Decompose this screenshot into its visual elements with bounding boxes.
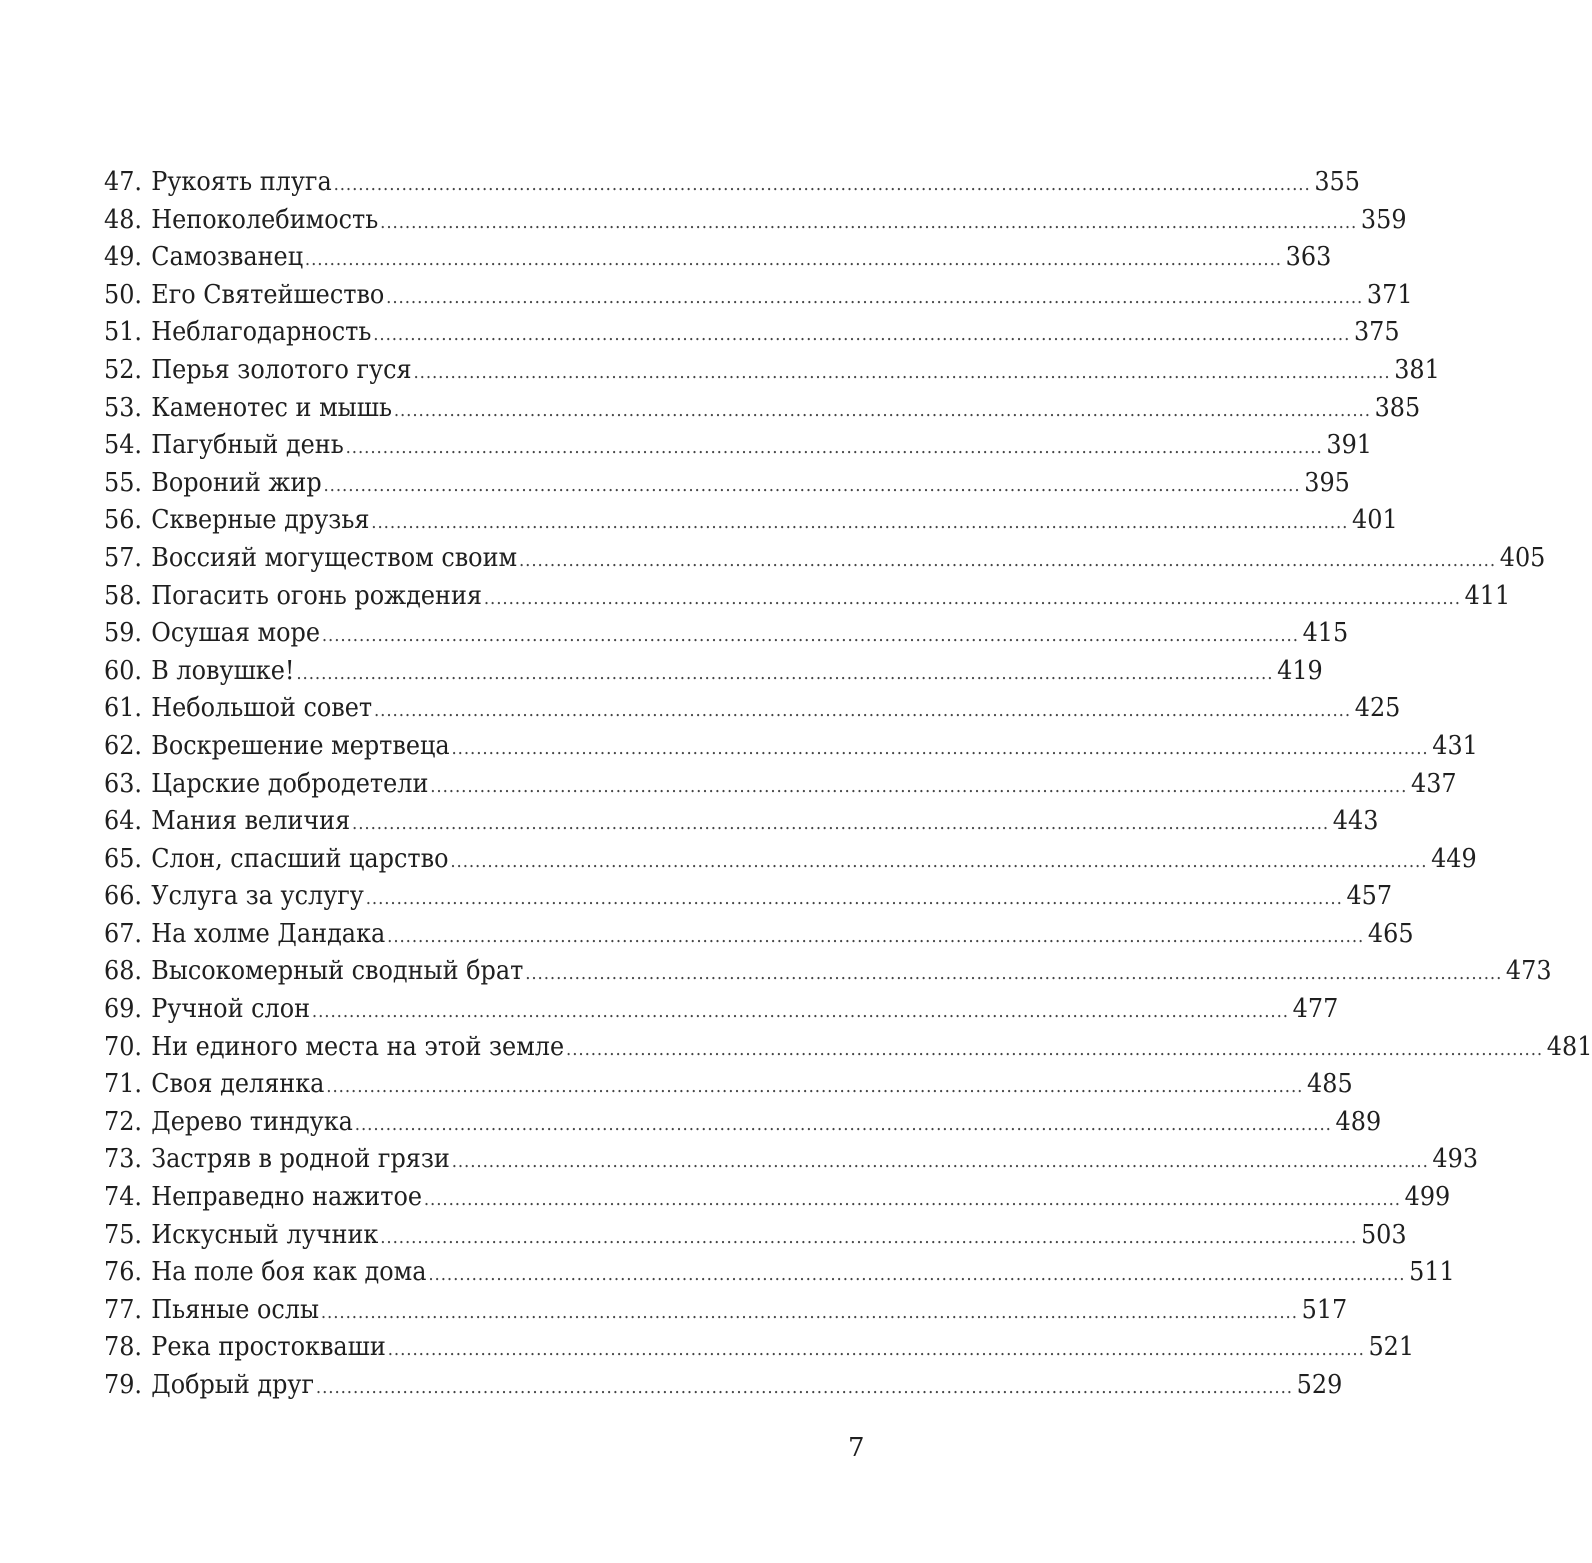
toc-entry-number: 74.: [104, 1182, 143, 1213]
toc-entry-page: 465: [1367, 918, 1414, 949]
toc-entry-title: Самозванец: [151, 242, 304, 273]
toc-dot-leader: ..............................................................................................................................................................: [518, 549, 1497, 571]
toc-dot-leader: ..............................................................................................................................................................: [525, 963, 1503, 985]
toc-entry-number: 72.: [104, 1106, 143, 1137]
toc-entry-page: 415: [1302, 618, 1349, 649]
toc-entry-number: 67.: [104, 918, 143, 949]
toc-entry-number: 78.: [104, 1332, 143, 1363]
table-of-contents: [104, 164, 1592, 1405]
toc-entry: [104, 803, 1379, 841]
toc-entry-title: На холме Дандака: [151, 918, 386, 949]
toc-entry-title: Погасить огонь рождения: [151, 580, 482, 611]
toc-entry-page: 521: [1368, 1332, 1415, 1363]
toc-dot-leader: ..............................................................................................................................................................: [321, 625, 1299, 647]
toc-entry-page: 503: [1360, 1219, 1407, 1250]
toc-entry-page: 355: [1314, 167, 1360, 197]
toc-entry-number: 63.: [104, 768, 143, 799]
toc-entry: [104, 277, 1413, 315]
toc-entry-page: 449: [1431, 843, 1477, 874]
toc-entry-number: 47.: [104, 167, 143, 197]
toc-entry-page: 431: [1432, 730, 1478, 761]
toc-entry: [104, 1104, 1382, 1142]
toc-entry: [104, 1217, 1407, 1255]
toc-entry: [104, 1367, 1343, 1405]
toc-entry: [104, 1179, 1451, 1217]
toc-entry: [104, 502, 1398, 540]
toc-entry-number: 68.: [104, 956, 143, 987]
toc-dot-leader: ..............................................................................................................................................................: [387, 1339, 1365, 1361]
toc-dot-leader: ..............................................................................................................................................................: [352, 813, 1330, 835]
toc-entry-number: 50.: [104, 279, 143, 310]
toc-entry-page: 443: [1332, 806, 1379, 837]
toc-entry-title: Воссияй могуществом своим: [151, 542, 518, 573]
toc-entry-title: Его Святейшество: [151, 279, 385, 310]
toc-entry-number: 62.: [104, 730, 143, 761]
toc-entry: [104, 953, 1552, 991]
toc-entry-number: 61.: [104, 693, 143, 724]
toc-dot-leader: ..............................................................................................................................................................: [345, 437, 1323, 459]
toc-entry-title: Дерево тиндука: [151, 1106, 353, 1137]
toc-entry-title: Небольшой совет: [151, 693, 373, 724]
toc-entry: [104, 878, 1393, 916]
toc-entry-number: 53.: [104, 392, 143, 423]
toc-entry-number: 52.: [104, 354, 143, 385]
toc-dot-leader: ..............................................................................................................................................................: [450, 850, 1428, 872]
toc-entry-number: 54.: [104, 430, 143, 461]
toc-entry-title: Неблагодарность: [151, 317, 372, 348]
toc-entry-title: Своя делянка: [151, 1069, 325, 1100]
toc-dot-leader: ..............................................................................................................................................................: [333, 174, 1311, 195]
toc-dot-leader: ..............................................................................................................................................................: [373, 700, 1352, 722]
toc-entry: [104, 540, 1546, 578]
toc-dot-leader: ..............................................................................................................................................................: [428, 1264, 1406, 1286]
toc-entry-title: Ручной слон: [151, 994, 311, 1025]
toc-dot-leader: ..............................................................................................................................................................: [423, 1189, 1401, 1211]
toc-entry: [104, 1141, 1479, 1179]
toc-entry-title: Непоколебимость: [151, 204, 379, 235]
toc-entry: [104, 239, 1332, 277]
toc-entry-number: 59.: [104, 618, 143, 649]
toc-entry-page: 517: [1301, 1294, 1348, 1325]
toc-entry-page: 381: [1394, 354, 1440, 385]
toc-entry: [104, 390, 1421, 428]
toc-dot-leader: ..............................................................................................................................................................: [296, 662, 1274, 684]
toc-dot-leader: ..............................................................................................................................................................: [311, 1001, 1289, 1023]
toc-entry-number: 77.: [104, 1294, 143, 1325]
toc-entry-number: 79.: [104, 1370, 143, 1400]
toc-entry: [104, 1066, 1353, 1104]
toc-entry: [104, 615, 1349, 653]
toc-entry-title: Перья золотого гуся: [151, 354, 412, 385]
toc-entry-page: 481: [1546, 1031, 1592, 1062]
toc-entry: [104, 578, 1511, 616]
toc-dot-leader: ..............................................................................................................................................................: [386, 286, 1364, 308]
toc-entry-page: 359: [1360, 204, 1407, 235]
toc-dot-leader: ..............................................................................................................................................................: [365, 888, 1343, 910]
toc-dot-leader: ..............................................................................................................................................................: [323, 474, 1301, 496]
toc-entry-number: 76.: [104, 1257, 143, 1288]
toc-dot-leader: ..............................................................................................................................................................: [371, 512, 1349, 534]
toc-entry-title: Ни единого места на этой земле: [151, 1031, 565, 1062]
toc-entry: [104, 991, 1339, 1029]
toc-entry-title: В ловушке!: [151, 655, 295, 686]
toc-entry-title: Царские добродетели: [151, 768, 429, 799]
toc-entry-title: Река простокваши: [151, 1332, 386, 1363]
toc-entry-page: 411: [1464, 580, 1511, 611]
toc-entry: [104, 916, 1414, 954]
toc-entry: [104, 1029, 1592, 1067]
toc-entry-page: 419: [1277, 655, 1323, 686]
toc-entry-number: 73.: [104, 1144, 143, 1175]
toc-entry: [104, 465, 1350, 503]
toc-entry-title: Воскрешение мертвеца: [151, 730, 450, 761]
toc-entry-page: 375: [1353, 317, 1400, 348]
toc-dot-leader: ..............................................................................................................................................................: [566, 1038, 1544, 1060]
toc-entry-title: Вороний жир: [151, 467, 322, 498]
toc-entry-title: Скверные друзья: [151, 505, 370, 536]
toc-dot-leader: ..............................................................................................................................................................: [430, 775, 1408, 797]
toc-entry-number: 48.: [104, 204, 143, 235]
toc-entry-title: Неправедно нажитое: [151, 1182, 423, 1213]
toc-entry-number: 66.: [104, 881, 143, 912]
toc-entry-page: 405: [1499, 542, 1546, 573]
toc-entry-title: Застряв в родной грязи: [151, 1144, 450, 1175]
toc-dot-leader: ..............................................................................................................................................................: [451, 1151, 1429, 1173]
toc-entry-page: 391: [1326, 430, 1373, 461]
toc-entry: [104, 1292, 1348, 1330]
toc-entry-number: 56.: [104, 505, 143, 536]
toc-entry-number: 69.: [104, 994, 143, 1025]
toc-entry-title: Услуга за услугу: [151, 881, 364, 912]
toc-entry-page: 401: [1352, 505, 1398, 536]
toc-dot-leader: ..............................................................................................................................................................: [380, 211, 1358, 233]
toc-entry-page: 363: [1285, 242, 1332, 273]
toc-entry: [104, 352, 1440, 390]
toc-dot-leader: ..............................................................................................................................................................: [373, 324, 1351, 346]
toc-dot-leader: ..............................................................................................................................................................: [304, 249, 1282, 271]
toc-entry-page: 437: [1410, 768, 1457, 799]
toc-dot-leader: ..............................................................................................................................................................: [380, 1226, 1358, 1248]
toc-entry-page: 499: [1404, 1182, 1451, 1213]
toc-entry-title: Пьяные ослы: [151, 1294, 320, 1325]
toc-dot-leader: ..............................................................................................................................................................: [326, 1076, 1304, 1098]
toc-dot-leader: ..............................................................................................................................................................: [483, 587, 1461, 609]
toc-entry-number: 71.: [104, 1069, 143, 1100]
toc-dot-leader: ..............................................................................................................................................................: [413, 361, 1391, 383]
toc-dot-leader: ..............................................................................................................................................................: [354, 1113, 1332, 1135]
toc-entry: [104, 427, 1373, 465]
toc-entry-page: 425: [1354, 693, 1401, 724]
toc-entry: [104, 728, 1478, 766]
toc-entry-page: 511: [1409, 1257, 1455, 1288]
toc-entry-page: 493: [1432, 1144, 1479, 1175]
toc-entry-page: 529: [1296, 1370, 1343, 1400]
toc-dot-leader: ..............................................................................................................................................................: [315, 1377, 1293, 1398]
toc-entry: [104, 202, 1407, 240]
toc-entry-page: 385: [1374, 392, 1421, 423]
toc-entry: [104, 314, 1400, 352]
toc-entry-number: 49.: [104, 242, 143, 273]
toc-entry-number: 51.: [104, 317, 143, 348]
toc-entry-title: Мания величия: [151, 806, 351, 837]
toc-entry: [104, 1254, 1455, 1292]
toc-entry-page: 473: [1505, 956, 1552, 987]
toc-entry-title: На поле боя как дома: [151, 1257, 427, 1288]
toc-entry-title: Осушая море: [151, 618, 320, 649]
toc-entry-title: Слон, спасший царство: [151, 843, 449, 874]
toc-entry-title: Пагубный день: [151, 430, 344, 461]
toc-entry-number: 58.: [104, 580, 143, 611]
toc-entry-title: Искусный лучник: [151, 1219, 379, 1250]
toc-entry-page: 395: [1304, 467, 1350, 498]
toc-dot-leader: ..............................................................................................................................................................: [451, 737, 1429, 759]
toc-dot-leader: ..............................................................................................................................................................: [387, 925, 1365, 947]
toc-entry-page: 477: [1292, 994, 1339, 1025]
toc-entry-number: 60.: [104, 655, 143, 686]
toc-dot-leader: ..............................................................................................................................................................: [320, 1301, 1298, 1323]
toc-entry-number: 55.: [104, 467, 143, 498]
toc-entry-page: 489: [1335, 1106, 1382, 1137]
toc-entry-number: 70.: [104, 1031, 143, 1062]
toc-entry-number: 64.: [104, 806, 143, 837]
toc-entry-title: Рукоять плуга: [151, 167, 332, 197]
toc-entry-title: Каменотес и мышь: [151, 392, 392, 423]
toc-dot-leader: ..............................................................................................................................................................: [393, 399, 1371, 421]
toc-entry-title: Добрый друг: [151, 1370, 315, 1400]
toc-entry: [104, 653, 1323, 691]
toc-entry-number: 75.: [104, 1219, 143, 1250]
toc-entry-page: 457: [1346, 881, 1393, 912]
toc-entry: [104, 690, 1401, 728]
toc-entry: [104, 841, 1477, 879]
toc-entry: [104, 1329, 1415, 1367]
toc-entry-number: 57.: [104, 542, 143, 573]
toc-entry: [104, 164, 1360, 202]
toc-entry-title: Высокомерный сводный брат: [151, 956, 524, 987]
toc-entry-page: 371: [1366, 279, 1413, 310]
toc-entry-number: 65.: [104, 843, 143, 874]
toc-entry: [104, 766, 1457, 804]
page-number: 7: [848, 1433, 865, 1463]
toc-entry-page: 485: [1307, 1069, 1353, 1100]
